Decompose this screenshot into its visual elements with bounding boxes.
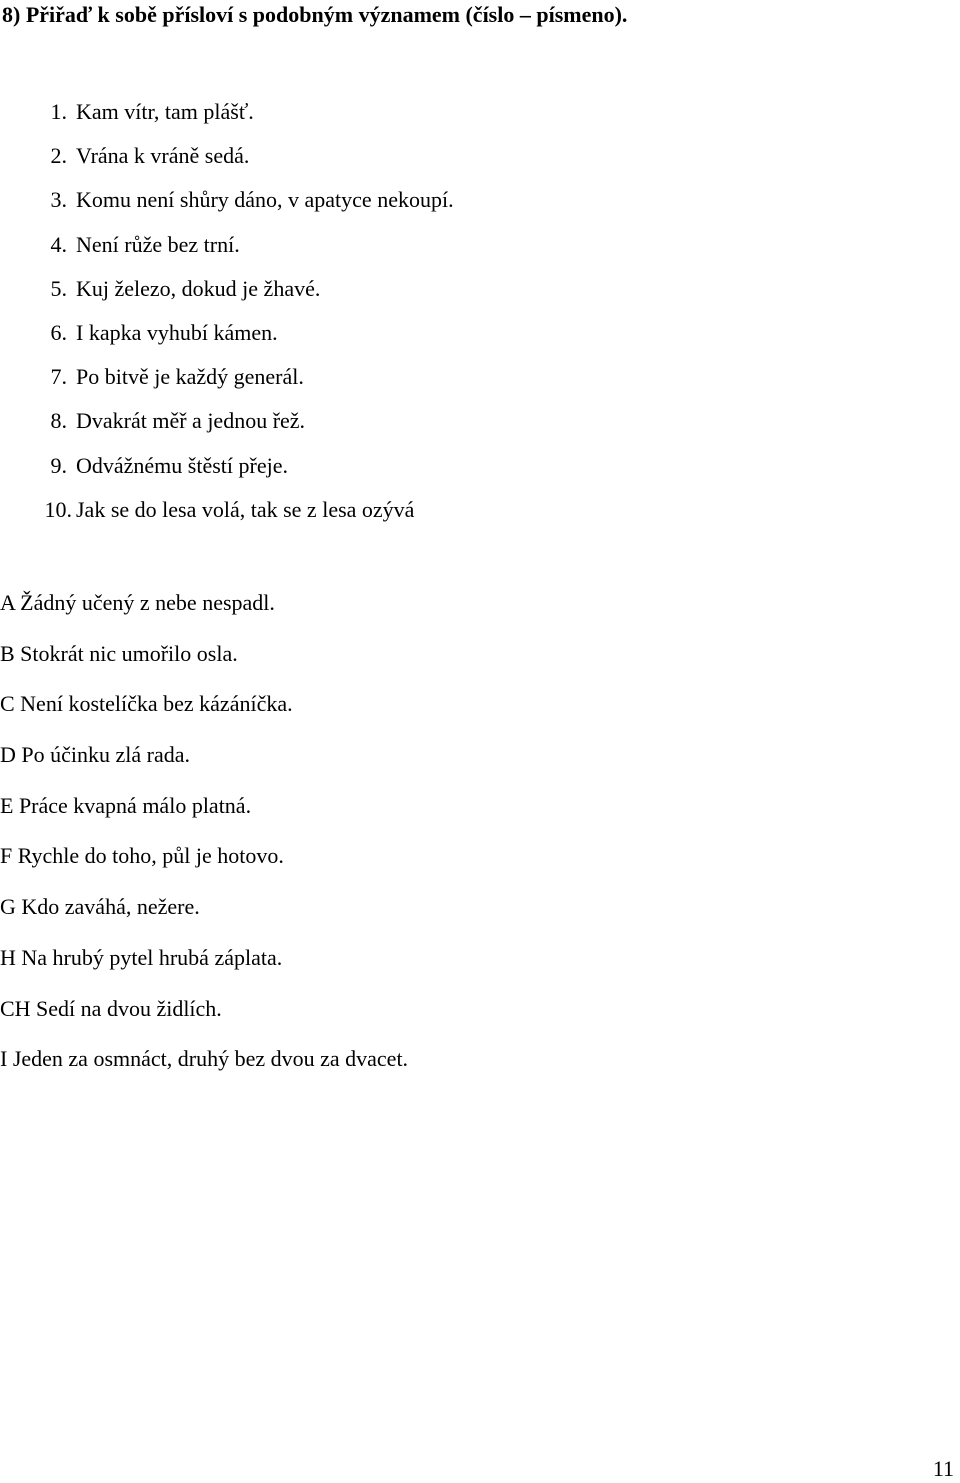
match-item: CH Sedí na dvou židlích.	[0, 995, 222, 1021]
proverb-number: 4.	[50, 231, 67, 257]
exercise-heading: 8) Přiřaď k sobě přísloví s podobným významem (číslo – písmeno).	[2, 2, 628, 27]
proverb-text: Kam vítr, tam plášť.	[76, 99, 254, 124]
match-item: H Na hrubý pytel hrubá záplata.	[0, 944, 283, 970]
match-item: C Není kostelíčka bez kázáníčka.	[0, 691, 293, 717]
proverb-number: 9.	[50, 452, 67, 478]
proverb-text: Po bitvě je každý generál.	[76, 364, 304, 390]
proverb-number: 7.	[50, 364, 67, 390]
proverb-text: Jak se do lesa volá, tak se z lesa ozývá	[76, 496, 415, 522]
match-item: F Rychle do toho, půl je hotovo.	[0, 843, 284, 869]
proverb-number: 8.	[50, 408, 67, 434]
match-item: E Práce kvapná málo platná.	[0, 792, 252, 818]
proverb-text: I kapka vyhubí kámen.	[76, 319, 278, 345]
match-item: A Žádný učený z nebe nespadl.	[0, 590, 275, 615]
proverb-text: Odvážnému štěstí přeje.	[76, 452, 288, 478]
proverb-number: 3.	[50, 187, 67, 213]
match-item: D Po účinku zlá rada.	[0, 742, 190, 768]
match-item: B Stokrát nic umořilo osla.	[0, 640, 238, 666]
proverb-text: Kuj železo, dokud je žhavé.	[76, 275, 321, 301]
proverb-number: 2.	[50, 143, 67, 169]
proverb-text: Dvakrát měř a jednou řež.	[76, 408, 306, 434]
proverb-text: Vrána k vráně sedá.	[76, 143, 250, 169]
proverb-number: 5.	[50, 275, 67, 301]
match-item: I Jeden za osmnáct, druhý bez dvou za dvacet.	[0, 1046, 409, 1072]
proverb-text: Není růže bez trní.	[76, 231, 240, 257]
match-list	[0, 588, 408, 1095]
proverb-number: 1.	[50, 99, 67, 124]
proverb-number: 10.	[44, 496, 72, 522]
match-item: G Kdo zaváhá, nežere.	[0, 894, 200, 920]
proverb-text: Komu není shůry dáno, v apatyce nekoupí.	[76, 187, 454, 213]
page-number: 11	[932, 1456, 954, 1481]
proverb-number: 6.	[50, 319, 67, 345]
